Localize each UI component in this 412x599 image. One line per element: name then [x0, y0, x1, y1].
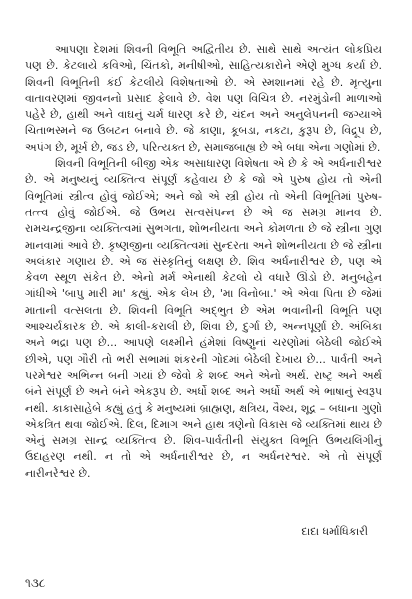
paragraph-1: આપણા દેશમાં શિવની વિભૂતિ અદ્વિતીય છે. સાથે સાથે અત્યંત લોકપ્રિય પણ છે. કેટલાયે કવિઓ, ચિંતકો, મનીષીઓ, સાહિત્યકારોને એણે મુગ્ધ કર્યા છે. શિવની વિભૂતિની કંઈ કેટલીયે વિશેષતાઓ છે. એ સ્મશાનમાં રહે છે. મૃત્યુના વાતાવરણમાં જીવનનો પ્રસાદ ફેલાવે છે. વેશ પણ વિચિત્ર છે. નરમુંડોની માળાઓ પહેરે છે, હાથી અને વાઘનું ચર્મ ધારણ કરે છે, ચંદન અને અનુલેપનની જગ્યાએ ચિતાભસ્મને જ ઉબટન બનાવે છે. જે કાણા, કૂબડા, નકટા, કુરૂપ છે, વિદ્રૂપ છે, અપંગ છે, મૂર્ખ છે, જડ છે, પરિત્યક્ત છે, સમાજબાહ્ય છે એ બધા એના ગણોમાં છે. [25, 43, 382, 154]
paragraph-2: શિવની વિભૂતિની બીજી એક અસાધારણ વિશેષતા એ છે કે એ અર્ધનારીશ્વર છે. એ મનુષ્યનું વ્યક્તિત્વ સંપૂર્ણ કહેવાય છે કે જો એ પુરુષ હોય તો એની વિભૂતિમાં સ્ત્રીત્વ હોવું જોઈએ; અને જો એ સ્ત્રી હોય તો એની વિભૂતિમાં પુરુષ-તત્ત્વ હોવું જોઈએ. જે ઉભય સત્વસંપન્ન છે એ જ સમગ્ર માનવ છે. રામચન્દ્રજીના વ્યક્તિત્વમાં સુભગતા, શોભનીયતા અને કોમળતા છે જે સ્ત્રીના ગુણ માનવામાં આવે છે. કૃષ્ણજીના વ્યક્તિત્વમાં સુન્દરતા અને શોભનીયતા છે જે સ્ત્રીના અલંકાર ગણાય છે. એ જ સંસ્કૃતિનું લક્ષણ છે. શિવ અર્ધનારીશ્વર છે, પણ એ કેવળ સ્થૂળ સંકેત છે. એનો મર્મ એનાથી કેટલો યે વધારે ઊંડો છે. મનુબહેન ગાંધીએ 'બાપુ મારી મા' કહ્યું. એક લેખ છે, 'મા વિનોબા.' એ એવા પિતા છે જેમાં માતાની વત્સલતા છે. શિવની વિભૂતિ અદ્ભુત છે એમ ભવાનીની વિભૂતિ પણ આશ્ચર્યકારક છે. એ કાલી-કરાલી છે, શિવા છે, દુર્ગા છે, અન્નપૂર્ણા છે. અંબિકા અને ભદ્રા પણ છે... આપણે લક્ષ્મીને હંમેશાં વિષ્ણુનાં ચરણોમાં બેઠેલી જોઈએ છીએ, પણ ગૌરી તો ભરી સભામાં શંકરની ગોદમાં બેઠેલી દેખાય છે... પાર્વતી અને પરમેશ્વર અભિન્ન બની ગયાં છે જેવો કે શબ્દ અને એનો અર્થ. રાષ્ટ્ર અને અર્થ બંને સંપૂર્ણ છે અને બંને એકરૂપ છે. અર્ધો શબ્દ અને અર્ધો અર્થ એ ભાષાનું સ્વરૂપ નથી. કાકાસાહેબે કહ્યું હતું કે મનુષ્યમાં બ્રાહ્મણ, ક્ષત્રિય, વૈશ્ય, શૂદ્ર – બધાના ગુણો એકત્રિત થવા જોઈએ. દિલ, દિમાગ અને હાથ ત્રણેનો વિકાસ જે વ્યક્તિમાં થાય છે એનું સમગ્ર સાન્દ્ર વ્યક્તિત્વ છે. શિવ-પાર્વતીની સંયુક્ત વિભૂતિ ઉભયલિંગીનું ઉદાહરણ નથી. ન તો એ અર્ધનારીશ્વર છે, ન અર્ધનરશ્વર. એ તો સંપૂર્ણ નારીનરેશ્વર છે. [25, 157, 382, 480]
page-body [25, 42, 382, 482]
author-name: દાદા ધર્માધિકારી [301, 525, 368, 538]
page-number: ૧૩૮ [25, 576, 46, 590]
